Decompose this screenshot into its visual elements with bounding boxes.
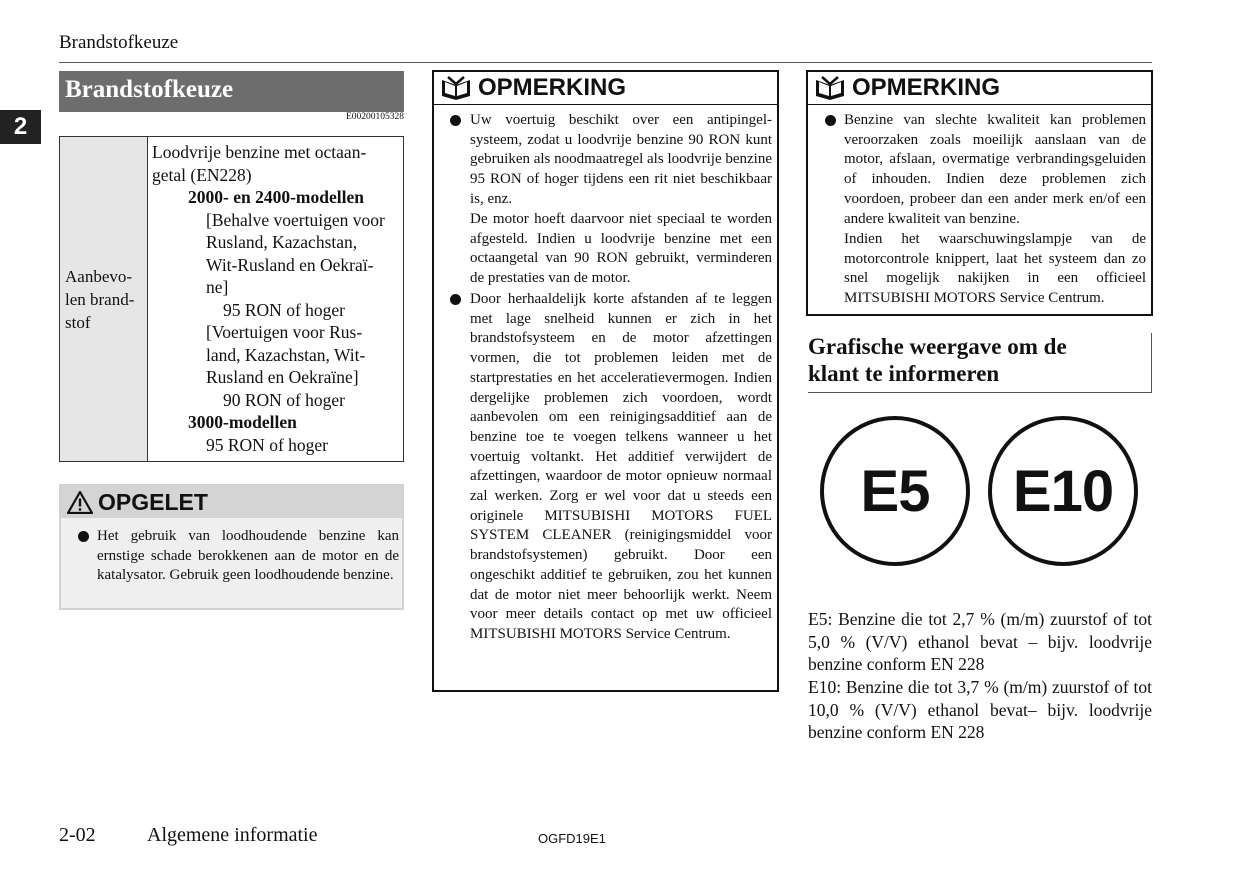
fuel-table-label-line: Aanbevo- (65, 266, 133, 286)
e10-fuel-label-badge (988, 416, 1138, 566)
note-book-icon (814, 76, 846, 100)
fuel-table-line: Rusland, Kazachstan, (206, 232, 358, 252)
warning-triangle-icon (67, 490, 93, 514)
caution-text: Het gebruik van loodhoudende benzine kan ernstige schade berokkenen aan de motor en de katalysator. Gebruik geen loodhoudende benzine. (97, 528, 399, 584)
note-paragraph: Indien het waarschuwingslampje van de motorcontrole knippert, laat het systeem dan zo snel mogelijk nakijken in een officieel MITSUBISHI MOTORS Service Centrum. (844, 231, 1146, 307)
header-divider (59, 62, 1152, 63)
fuel-table-content-cell (148, 137, 403, 461)
fuel-table-line: [Behalve voertuigen voor (206, 209, 385, 230)
fuel-table-line: 95 RON of hoger (206, 434, 328, 455)
fuel-table-label-cell (60, 137, 148, 461)
document-reference: OGFD19E1 (538, 831, 606, 846)
note-title: OPMERKING (852, 74, 1001, 101)
note-title: OPMERKING (478, 74, 627, 101)
caution-title: OPGELET (98, 488, 208, 515)
fuel-table-line: Rusland en Oekraïne] (206, 367, 359, 387)
bullet-icon (450, 115, 461, 126)
graphic-heading-line: klant te informeren (808, 361, 1000, 386)
note-paragraph: De motor hoeft daarvoor niet speciaal te worden afgesteld. Indien u loodvrije benzine met een octaangetal van 90 RON gebruikt, verminderen de prestaties van de motor. (470, 211, 772, 287)
fuel-table-line: Wit-Rusland en Oekraï- (206, 254, 374, 275)
e10-badge-text: E10 (1012, 458, 1114, 524)
note-paragraph: Door herhaaldelijk korte afstanden af te leggen met lage snelheid kunnen er zich in het brandstofsysteem en de motor afzettingen vormen, die tot problemen leiden met de startprestaties en het acceleratievermogen. Indien dergelijke problemen zich voordoen, wordt aanbevolen om een reinigingsadditief aan de benzine toe te voegen telkens wanneer u het voertuig voltankt. Het additief verwijdert de afzettingen, waardoor de motor opnieuw normaal zal werken. Zorg er wel voor dat u steeds een originele MITSUBISHI MOTORS FUEL SYSTEM CLEANER (reinigingsmiddel voor brandstofsystemen) gebruikt. Door een ongeschikt additief te gebruiken, zou het kunnen dat de motor niet meer behoorlijk werkt. Neem voor meer details contact op met uw officieel MITSUBISHI MOTORS Service Centrum. (470, 291, 772, 642)
graphic-heading-line: Grafische weergave om de (808, 334, 1067, 359)
footer-section-name: Algemene informatie (147, 824, 318, 846)
fuel-table-line: [Voertuigen voor Rus- (206, 322, 363, 342)
bullet-icon (450, 294, 461, 305)
section-title: Brandstofkeuze (59, 71, 404, 112)
graphic-section-heading (808, 333, 1152, 393)
fuel-recommendation-table (59, 136, 404, 462)
fuel-table-line: Loodvrije benzine met octaan- (152, 142, 367, 162)
fuel-table-line: ne] (206, 277, 229, 297)
note-paragraph: Benzine van slechte kwaliteit kan problemen veroorzaken zoals moeilijk aanslaan van de motor, afslaan, overmatige verbrandingsgeluiden of inhouden. Indien deze problemen zich voordoen, probeer dan een ander merk en/of een andere kwaliteit van benzine. (844, 112, 1146, 227)
e5-badge-text: E5 (860, 458, 930, 524)
fuel-table-line: land, Kazachstan, Wit- (206, 344, 366, 365)
chapter-tab: 2 (0, 110, 41, 144)
note-header (434, 72, 777, 105)
note-box-antiknock (432, 70, 779, 692)
bullet-icon (78, 531, 89, 542)
note-book-icon (440, 76, 472, 100)
fuel-table-line: getal (EN228) (152, 164, 252, 185)
e10-description: E10: Benzine die tot 3,7 % (m/m) zuurstof of tot 10,0 % (V/V) ethanol bevat– bijv. loodvrije benzine conform EN 228 (808, 677, 1152, 742)
fuel-table-line: 95 RON of hoger (223, 299, 345, 320)
e5-fuel-label-badge (820, 416, 970, 566)
fuel-table-line: 2000- en 2400-modellen (188, 187, 364, 207)
fuel-table-line: 3000-modellen (188, 412, 297, 432)
page-number: 2-02 (59, 824, 96, 846)
note-header (808, 72, 1151, 105)
fuel-table-label-line: len brand- (65, 289, 135, 309)
running-title: Brandstofkeuze (59, 32, 179, 53)
caution-box (59, 484, 404, 610)
note-paragraph: Uw voertuig beschikt over een antipingel-systeem, zodat u loodvrije benzine 90 RON kunt gebruiken als noodmaatregel als loodvrije benzine 95 RON of hoger tijdens een rit niet beschikbaar is, enz. (470, 112, 772, 207)
fuel-table-line: 90 RON of hoger (223, 389, 345, 410)
note-box-fuel-quality (806, 70, 1153, 316)
fuel-table-label-line: stof (65, 312, 91, 332)
e5-description: E5: Benzine die tot 2,7 % (m/m) zuurstof of tot 5,0 % (V/V) ethanol bevat – bijv. loodvrije benzine conform EN 228 (808, 609, 1152, 674)
document-code: E00200105328 (345, 112, 404, 122)
bullet-icon (825, 115, 836, 126)
caution-header (61, 486, 402, 518)
